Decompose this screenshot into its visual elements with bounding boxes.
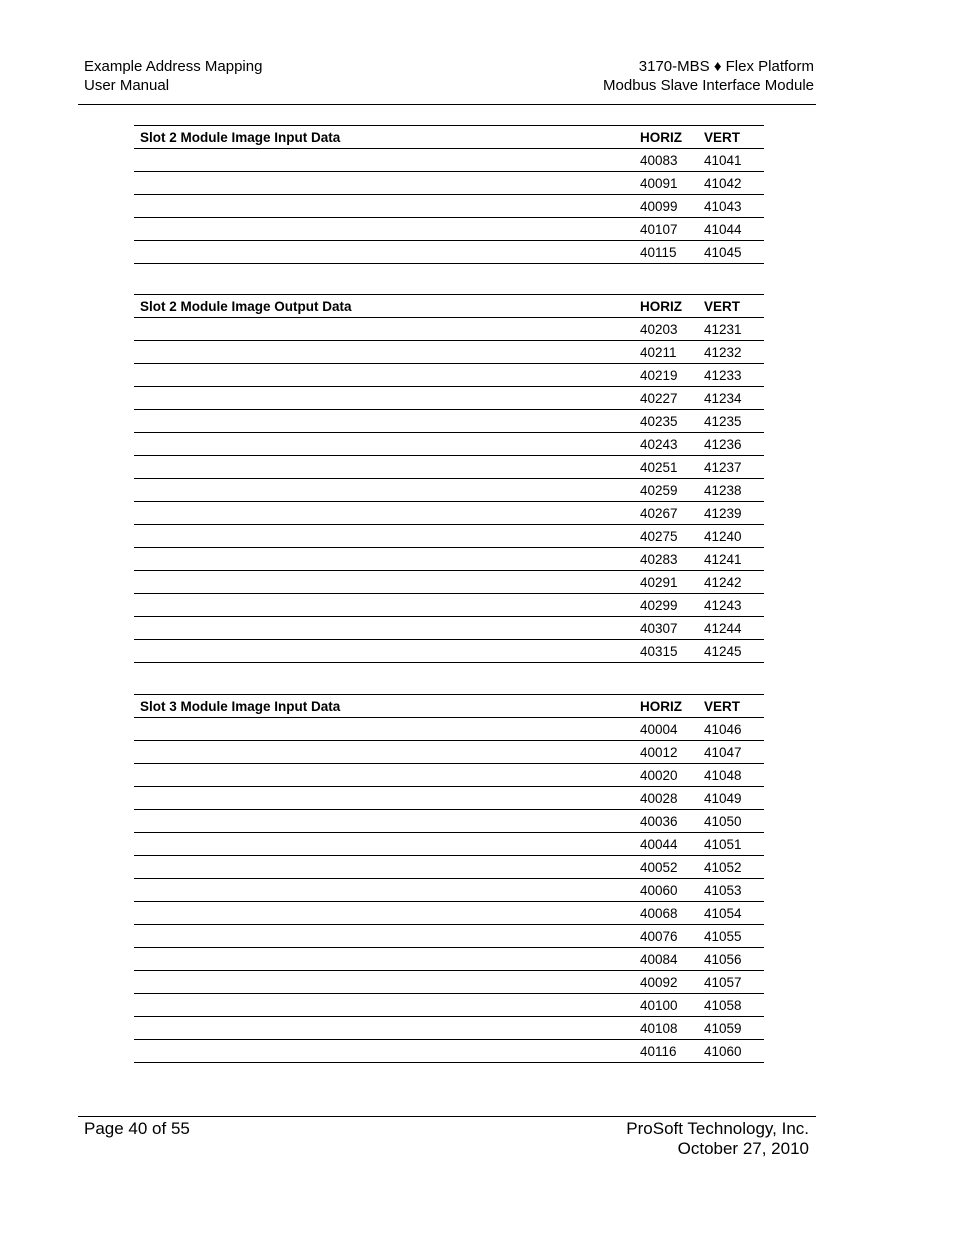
- table-row: [134, 387, 764, 410]
- vert-address-cell: 41238: [704, 479, 764, 502]
- table-row: [134, 433, 764, 456]
- horiz-address-cell: 40267: [640, 502, 704, 525]
- vert-column-header: VERT: [704, 126, 764, 149]
- horiz-address-cell: 40299: [640, 594, 704, 617]
- description-cell: [134, 741, 640, 764]
- table-row: [134, 718, 764, 741]
- table-row: [134, 548, 764, 571]
- manual-title: User Manual: [84, 77, 170, 94]
- header-divider: [78, 104, 816, 105]
- table-row: [134, 994, 764, 1017]
- description-cell: [134, 718, 640, 741]
- vert-address-cell: 41243: [704, 594, 764, 617]
- table-row: [134, 787, 764, 810]
- vert-address-cell: 41240: [704, 525, 764, 548]
- company-name: ProSoft Technology, Inc.: [626, 1119, 809, 1138]
- horiz-address-cell: 40107: [640, 218, 704, 241]
- footer-divider: [78, 1116, 816, 1117]
- horiz-address-cell: 40315: [640, 640, 704, 663]
- description-cell: [134, 502, 640, 525]
- horiz-address-cell: 40036: [640, 810, 704, 833]
- vert-address-cell: 41232: [704, 341, 764, 364]
- running-header-right: [603, 57, 814, 95]
- description-cell: [134, 172, 640, 195]
- description-cell: [134, 617, 640, 640]
- table-row: [134, 856, 764, 879]
- vert-address-cell: 41041: [704, 149, 764, 172]
- table-row: [134, 318, 764, 341]
- description-cell: [134, 456, 640, 479]
- horiz-address-cell: 40251: [640, 456, 704, 479]
- description-cell: [134, 387, 640, 410]
- vert-address-cell: 41233: [704, 364, 764, 387]
- description-cell: [134, 364, 640, 387]
- horiz-address-cell: 40004: [640, 718, 704, 741]
- horiz-address-cell: 40203: [640, 318, 704, 341]
- description-cell: [134, 833, 640, 856]
- table-row: [134, 594, 764, 617]
- description-cell: [134, 241, 640, 264]
- table-row: [134, 149, 764, 172]
- table-row: [134, 241, 764, 264]
- description-cell: [134, 479, 640, 502]
- table-row: [134, 810, 764, 833]
- vert-address-cell: 41051: [704, 833, 764, 856]
- vert-address-cell: 41241: [704, 548, 764, 571]
- table-row: [134, 410, 764, 433]
- table-row: [134, 948, 764, 971]
- vert-column-header: VERT: [704, 295, 764, 318]
- horiz-address-cell: 40076: [640, 925, 704, 948]
- slot3-input-table: [134, 694, 764, 1063]
- vert-address-cell: 41048: [704, 764, 764, 787]
- vert-address-cell: 41057: [704, 971, 764, 994]
- horiz-column-header: HORIZ: [640, 295, 704, 318]
- table-row: [134, 479, 764, 502]
- horiz-address-cell: 40235: [640, 410, 704, 433]
- vert-address-cell: 41042: [704, 172, 764, 195]
- table-row: [134, 341, 764, 364]
- description-cell: [134, 548, 640, 571]
- description-cell: [134, 149, 640, 172]
- horiz-address-cell: 40052: [640, 856, 704, 879]
- slot2-output-table: [134, 294, 764, 663]
- horiz-address-cell: 40283: [640, 548, 704, 571]
- vert-address-cell: 41058: [704, 994, 764, 1017]
- section-title: Example Address Mapping: [84, 58, 263, 75]
- horiz-address-cell: 40092: [640, 971, 704, 994]
- vert-address-cell: 41044: [704, 218, 764, 241]
- vert-address-cell: 41237: [704, 456, 764, 479]
- vert-address-cell: 41056: [704, 948, 764, 971]
- horiz-address-cell: 40084: [640, 948, 704, 971]
- vert-address-cell: 41052: [704, 856, 764, 879]
- module-name: Modbus Slave Interface Module: [603, 77, 814, 94]
- vert-address-cell: 41236: [704, 433, 764, 456]
- vert-address-cell: 41244: [704, 617, 764, 640]
- table-row: [134, 172, 764, 195]
- vert-address-cell: 41059: [704, 1017, 764, 1040]
- vert-address-cell: 41050: [704, 810, 764, 833]
- description-cell: [134, 195, 640, 218]
- vert-address-cell: 41054: [704, 902, 764, 925]
- description-cell: [134, 594, 640, 617]
- horiz-address-cell: 40108: [640, 1017, 704, 1040]
- horiz-address-cell: 40012: [640, 741, 704, 764]
- table-row: [134, 640, 764, 663]
- description-cell: [134, 218, 640, 241]
- table-row: [134, 617, 764, 640]
- table-header-row: [134, 126, 764, 149]
- footer-right: [626, 1119, 809, 1159]
- table-row: [134, 902, 764, 925]
- table-row: [134, 502, 764, 525]
- horiz-address-cell: 40219: [640, 364, 704, 387]
- vert-address-cell: 41049: [704, 787, 764, 810]
- horiz-address-cell: 40275: [640, 525, 704, 548]
- horiz-address-cell: 40020: [640, 764, 704, 787]
- horiz-address-cell: 40100: [640, 994, 704, 1017]
- table-row: [134, 879, 764, 902]
- description-cell: [134, 1040, 640, 1063]
- table-row: [134, 971, 764, 994]
- vert-address-cell: 41055: [704, 925, 764, 948]
- table-row: [134, 525, 764, 548]
- table-row: [134, 833, 764, 856]
- description-cell: [134, 879, 640, 902]
- description-cell: [134, 810, 640, 833]
- vert-address-cell: 41239: [704, 502, 764, 525]
- vert-address-cell: 41242: [704, 571, 764, 594]
- description-cell: [134, 902, 640, 925]
- description-cell: [134, 318, 640, 341]
- description-cell: [134, 410, 640, 433]
- slot2-input-table: [134, 125, 764, 264]
- horiz-address-cell: 40091: [640, 172, 704, 195]
- vert-column-header: VERT: [704, 695, 764, 718]
- table-row: [134, 195, 764, 218]
- description-cell: [134, 525, 640, 548]
- horiz-address-cell: 40060: [640, 879, 704, 902]
- horiz-address-cell: 40028: [640, 787, 704, 810]
- description-cell: [134, 433, 640, 456]
- running-header-left: [84, 57, 262, 95]
- horiz-address-cell: 40307: [640, 617, 704, 640]
- description-cell: [134, 640, 640, 663]
- vert-address-cell: 41047: [704, 741, 764, 764]
- table-row: [134, 741, 764, 764]
- product-name: 3170-MBS ♦ Flex Platform: [638, 58, 814, 75]
- description-cell: [134, 764, 640, 787]
- horiz-address-cell: 40227: [640, 387, 704, 410]
- description-cell: [134, 948, 640, 971]
- page-number: Page 40 of 55: [84, 1119, 190, 1138]
- horiz-column-header: HORIZ: [640, 126, 704, 149]
- table-header-row: [134, 295, 764, 318]
- horiz-column-header: HORIZ: [640, 695, 704, 718]
- description-cell: [134, 994, 640, 1017]
- table-row: [134, 571, 764, 594]
- description-cell: [134, 571, 640, 594]
- table-row: [134, 1040, 764, 1063]
- table-row: [134, 925, 764, 948]
- table-row: [134, 456, 764, 479]
- vert-address-cell: 41235: [704, 410, 764, 433]
- table-title: Slot 2 Module Image Input Data: [134, 126, 640, 149]
- description-cell: [134, 856, 640, 879]
- vert-address-cell: 41053: [704, 879, 764, 902]
- vert-address-cell: 41046: [704, 718, 764, 741]
- description-cell: [134, 341, 640, 364]
- vert-address-cell: 41231: [704, 318, 764, 341]
- table-row: [134, 764, 764, 787]
- description-cell: [134, 1017, 640, 1040]
- vert-address-cell: 41060: [704, 1040, 764, 1063]
- vert-address-cell: 41234: [704, 387, 764, 410]
- horiz-address-cell: 40083: [640, 149, 704, 172]
- table-title: Slot 3 Module Image Input Data: [134, 695, 640, 718]
- horiz-address-cell: 40116: [640, 1040, 704, 1063]
- table-header-row: [134, 695, 764, 718]
- horiz-address-cell: 40099: [640, 195, 704, 218]
- horiz-address-cell: 40259: [640, 479, 704, 502]
- vert-address-cell: 41045: [704, 241, 764, 264]
- horiz-address-cell: 40243: [640, 433, 704, 456]
- horiz-address-cell: 40044: [640, 833, 704, 856]
- vert-address-cell: 41043: [704, 195, 764, 218]
- table-row: [134, 218, 764, 241]
- horiz-address-cell: 40211: [640, 341, 704, 364]
- table-row: [134, 1017, 764, 1040]
- horiz-address-cell: 40068: [640, 902, 704, 925]
- publication-date: October 27, 2010: [677, 1139, 809, 1158]
- description-cell: [134, 787, 640, 810]
- horiz-address-cell: 40115: [640, 241, 704, 264]
- description-cell: [134, 971, 640, 994]
- table-row: [134, 364, 764, 387]
- vert-address-cell: 41245: [704, 640, 764, 663]
- horiz-address-cell: 40291: [640, 571, 704, 594]
- table-title: Slot 2 Module Image Output Data: [134, 295, 640, 318]
- description-cell: [134, 925, 640, 948]
